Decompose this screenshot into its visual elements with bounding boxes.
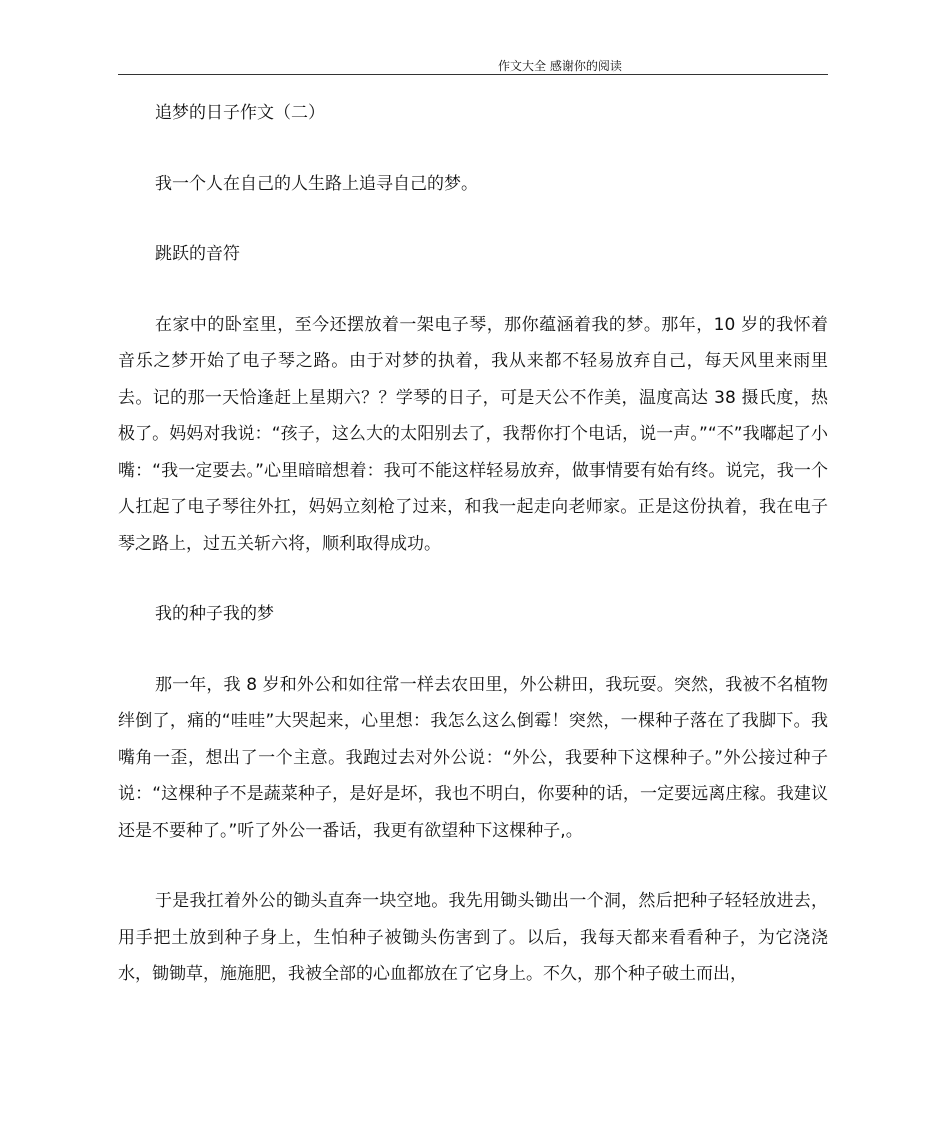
header-text: 作文大全 感谢你的阅读 xyxy=(498,59,622,73)
document-body xyxy=(118,95,828,993)
section-paragraph-2: 那一年，我 8 岁和外公和如往常一样去农田里，外公耕田，我玩耍。突然，我被不名植物绊倒了，痛的“哇哇”大哭起来，心里想：我怎么这么倒霉！突然，一棵种子落在了我脚下。我嘴角一歪，想出了一个主意。我跑过去对外公说：“外公，我要种下这棵种子。”外公接过种子说：“这棵种子不是蔬菜种子，是好是坏，我也不明白，你要种的话，一定要远离庄稼。我建议还是不要种了。”听了外公一番话，我更有欲望种下这棵种子,。 xyxy=(118,674,828,841)
section-heading-2: 我的种子我的梦 xyxy=(155,604,274,624)
section-paragraph-3: 于是我扛着外公的锄头直奔一块空地。我先用锄头锄出一个洞，然后把种子轻轻放进去，用手把土放到种子身上，生怕种子被锄头伤害到了。以后，我每天都来看看种子，为它浇浇水，锄锄草，施施肥，我被全部的心血都放在了它身上。不久，那个种子破土而出， xyxy=(118,891,828,984)
document-title: 追梦的日子作文（二） xyxy=(155,103,325,123)
section-heading-1: 跳跃的音符 xyxy=(155,244,240,264)
page-header xyxy=(118,56,828,75)
section-paragraph-1: 在家中的卧室里，至今还摆放着一架电子琴，那你蕴涵着我的梦。那年，10 岁的我怀着音乐之梦开始了电子琴之路。由于对梦的执着，我从来都不轻易放弃自己，每天风里来雨里去。记的那一天恰逢赶上星期六？？学琴的日子，可是天公不作美，温度高达 38 摄氏度，热极了。妈妈对我说：“孩子，这么大的太阳别去了，我帮你打个电话，说一声。”“不”我嘟起了小嘴：“我一定要去。”心里暗暗想着：我可不能这样轻易放弃，做事情要有始有终。说完，我一个人扛起了电子琴往外扛，妈妈立刻枪了过来，和我一起走向老师家。正是这份执着，我在电子琴之路上，过五关斩六将，顺利取得成功。 xyxy=(118,314,828,554)
intro-paragraph: 我一个人在自己的人生路上追寻自己的梦。 xyxy=(155,173,478,194)
